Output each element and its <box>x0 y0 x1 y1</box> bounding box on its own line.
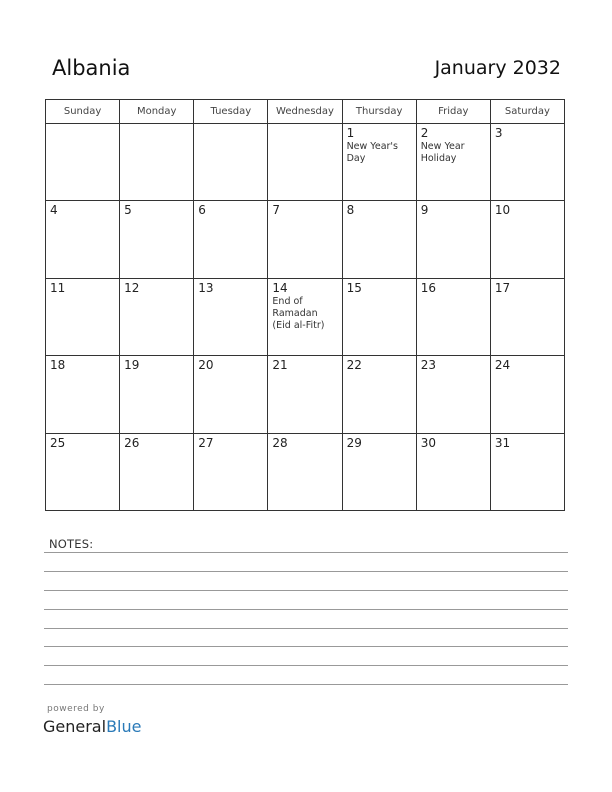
day-number: 17 <box>494 280 511 295</box>
day-cell <box>490 433 564 510</box>
note-line <box>44 684 568 685</box>
week-row <box>46 278 565 355</box>
day-cell <box>194 433 268 510</box>
calendar-grid <box>45 99 565 511</box>
day-number: 6 <box>198 203 206 218</box>
generalblue-logo[interactable] <box>43 717 141 736</box>
day-cell <box>46 356 120 433</box>
day-number: 4 <box>50 203 58 218</box>
day-cell <box>120 356 194 433</box>
day-cell <box>120 278 194 355</box>
day-number: 29 <box>346 435 362 450</box>
day-number: 28 <box>272 435 288 450</box>
day-number: 20 <box>198 358 214 373</box>
day-cell <box>268 278 342 355</box>
day-cell <box>268 433 342 510</box>
day-cell <box>268 356 342 433</box>
day-cell <box>268 124 342 201</box>
day-number: 2 <box>420 126 429 140</box>
weekday-header-row <box>46 100 565 124</box>
day-number: 25 <box>50 435 66 450</box>
day-number: 30 <box>420 435 436 450</box>
weekday-saturday: Saturday <box>490 100 564 124</box>
day-number: 14 <box>272 280 288 295</box>
day-cell <box>416 201 490 278</box>
day-cell <box>490 278 564 355</box>
day-cell <box>46 278 120 355</box>
note-line <box>44 590 568 591</box>
day-cell <box>120 124 194 201</box>
weekday-wednesday: Wednesday <box>268 100 342 124</box>
day-cell <box>416 433 490 510</box>
day-number: 5 <box>124 203 132 218</box>
day-cell <box>194 356 268 433</box>
weekday-tuesday: Tuesday <box>194 100 268 124</box>
day-cell <box>416 356 490 433</box>
day-cell <box>120 201 194 278</box>
day-number: 24 <box>494 358 511 373</box>
day-number: 11 <box>50 280 66 295</box>
day-number: 13 <box>198 280 214 295</box>
day-cell <box>342 433 416 510</box>
note-line <box>44 628 568 629</box>
note-line <box>44 646 568 647</box>
day-cell <box>268 201 342 278</box>
notes-label: NOTES: <box>49 537 94 551</box>
brand-general: General <box>43 717 107 736</box>
note-line <box>44 609 568 610</box>
country-title: Albania <box>52 56 131 80</box>
day-cell <box>194 201 268 278</box>
day-number: 21 <box>272 358 288 373</box>
month-year-title: January 2032 <box>434 57 561 79</box>
day-number: 31 <box>494 435 511 450</box>
day-cell <box>46 201 120 278</box>
day-number: 16 <box>420 280 436 295</box>
holiday-label: New Year's Day <box>346 141 398 164</box>
note-line <box>44 665 568 666</box>
day-number: 15 <box>346 280 362 295</box>
day-number: 26 <box>124 435 140 450</box>
day-cell <box>490 124 564 201</box>
day-cell <box>342 201 416 278</box>
weekday-monday: Monday <box>120 100 194 124</box>
day-number: 12 <box>124 280 140 295</box>
week-row <box>46 356 565 433</box>
day-number: 9 <box>420 203 429 218</box>
day-cell <box>46 124 120 201</box>
day-cell <box>194 124 268 201</box>
powered-by-text: powered by <box>47 704 105 714</box>
weekday-sunday: Sunday <box>46 100 120 124</box>
note-line <box>44 571 568 572</box>
holiday-label: End of Ramadan (Eid al-Fitr) <box>272 295 325 331</box>
day-cell <box>490 356 564 433</box>
day-cell <box>46 433 120 510</box>
day-cell <box>120 433 194 510</box>
day-number: 22 <box>346 358 362 373</box>
week-row <box>46 433 565 510</box>
week-row <box>46 201 565 278</box>
day-cell <box>342 356 416 433</box>
day-number: 10 <box>494 203 511 218</box>
day-cell <box>342 278 416 355</box>
day-number: 7 <box>272 203 281 218</box>
day-number: 18 <box>50 358 66 373</box>
week-row <box>46 124 565 201</box>
weekday-friday: Friday <box>416 100 490 124</box>
brand-blue: Blue <box>106 717 142 736</box>
day-cell <box>194 278 268 355</box>
day-number: 19 <box>124 358 140 373</box>
day-number: 1 <box>346 126 355 140</box>
note-line <box>44 552 568 553</box>
day-cell <box>490 201 564 278</box>
day-cell <box>416 124 490 201</box>
day-number: 27 <box>198 435 214 450</box>
day-number: 3 <box>494 126 503 140</box>
day-number: 23 <box>420 358 436 373</box>
day-cell <box>416 278 490 355</box>
weekday-thursday: Thursday <box>342 100 416 124</box>
holiday-label: New Year Holiday <box>420 141 465 164</box>
day-cell <box>342 124 416 201</box>
day-number: 8 <box>346 203 355 218</box>
